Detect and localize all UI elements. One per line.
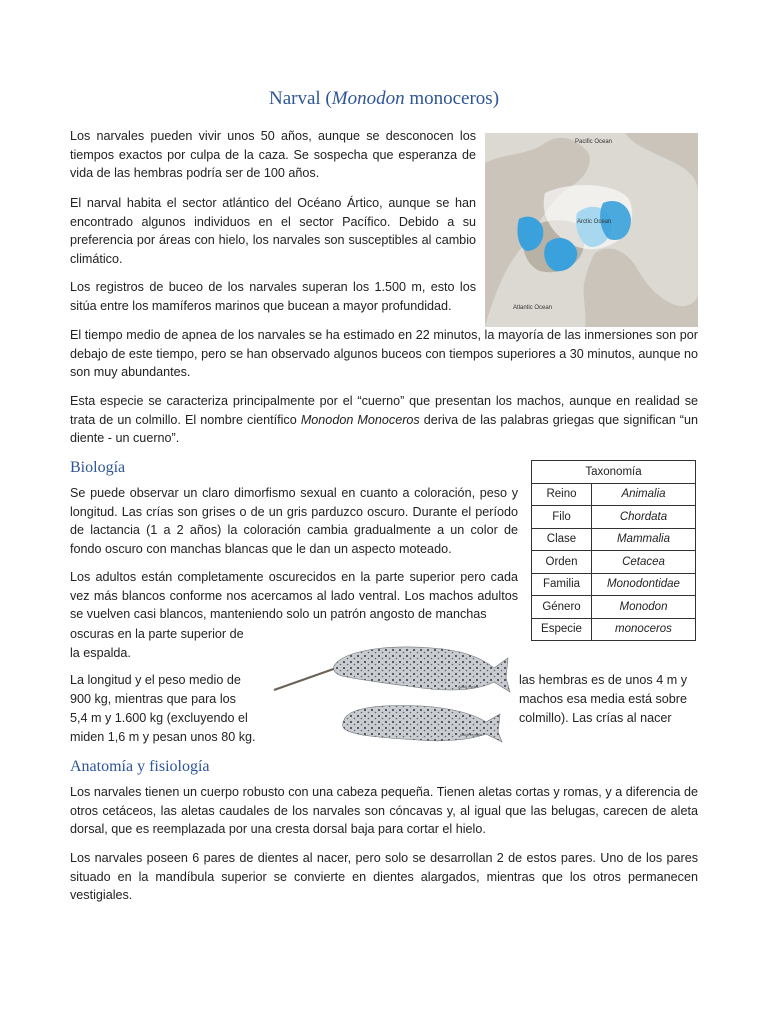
taxonomy-row [532,551,696,574]
taxonomy-value: monoceros [592,618,696,641]
taxonomy-value: Cetacea [592,551,696,574]
intro-paragraph-4: El tiempo medio de apnea de los narvales se ha estimado en 22 minutos, la mayoría de las inmersiones son por debajo de este tiempo, pero se han observado algunos buceos con tiempos superiores a 30 minutos, aunque no son muy abundantes. [70,328,698,379]
taxonomy-header-row [532,461,696,484]
narwhal-tusk [274,666,342,690]
intro-paragraph-2: El narval habita el sector atlántico del Océano Ártico, aunque se han encontrado algunos individuos en el sector Pacífico. Debido a su preferencia por áreas con hielo, los narvales son susceptibles al cambio climático. [70,196,476,266]
taxonomy-rank: Familia [532,573,592,596]
taxonomy-row [532,573,696,596]
taxonomy-value: Mammalia [592,528,696,551]
taxonomy-rank: Orden [532,551,592,574]
biologia-paragraph-2-end-1: oscuras en la parte superior de [70,627,244,641]
taxonomy-rank: Género [532,596,592,619]
taxonomy-table [531,460,696,641]
cuerno-paragraph: Esta especie se caracteriza principalmente por el “cuerno” que presentan los machos, aunque en realidad se trata de un colmillo. El nombre científico Monodon Monoceros deriva de las palabras griegas que significan “un diente - un cuerno”. [70,394,699,445]
map-label-atlantic: Atlantic Ocean [513,305,553,311]
narwhal-female-label: Adult female [460,732,483,737]
biologia-paragraph-1: Se puede observar un claro dimorfismo sexual en cuanto a coloración, peso y longitud. Las crías son grises o de un gris parduzco oscuro. Durante el período de lactancia (1 a 2 años) la coloración cambia gradualmente a un color de fondo oscuro con manchas blancas que le dan un aspecto moteado. [70,486,518,556]
length-left-line-1: La longitud y el peso medio de [70,673,241,687]
page-title: Narval (Monodon monoceros) [268,88,500,109]
taxonomy-row [532,618,696,641]
taxonomy-rank: Filo [532,506,592,529]
length-right-line-1: las hembras es de unos 4 m y [519,673,687,687]
length-left-line-2: 900 kg, mientras que para los [70,692,236,706]
distribution-map [485,133,698,327]
taxonomy-row [532,506,696,529]
taxonomy-header: Taxonomía [532,461,696,484]
intro-paragraph-3: Los registros de buceo de los narvales superan los 1.500 m, esto los sitúa entre los mamíferos marinos que bucean a mayor profundidad. [70,280,476,313]
taxonomy-row [532,528,696,551]
taxonomy-rank: Reino [532,483,592,506]
length-left-line-4: miden 1,6 m y pesan unos 80 kg. [70,730,256,744]
taxonomy-value: Animalia [592,483,696,506]
anatomia-paragraph-2: Los narvales poseen 6 pares de dientes al nacer, pero solo se desarrollan 2 de estos pares. Uno de los pares situado en la mandíbula superior se convierte en dientes alargados, mientras que los otros permanecen vestigiales. [70,851,698,902]
anatomia-paragraph-1: Los narvales tienen un cuerpo robusto con una cabeza pequeña. Tienen aletas cortas y romas, y a diferencia de otros cetáceos, las aletas caudales de los narvales son cóncavas y, al igual que las belugas, carecen de aleta dorsal, que es reemplazada por una cresta dorsal baja para cortar el hielo. [70,785,698,836]
taxonomy-rank: Clase [532,528,592,551]
length-right-line-2: machos esa media está sobre [519,692,688,706]
length-right-line-3: colmillo). Las crías al nacer [519,711,672,725]
taxonomy-row [532,596,696,619]
map-label-arctic: Arctic Ocean [577,219,612,225]
narwhal-illustration [272,636,512,744]
intro-paragraph-1: Los narvales pueden vivir unos 50 años, aunque se desconocen los tiempos exactos por culpa de la caza. Se sospecha que esperanza de vida de las hembras podría ser de 100 años. [70,129,476,180]
taxonomy-value: Monodon [592,596,696,619]
title-genus: Monodon [331,88,405,109]
narwhal-male-label: Adult male [458,684,477,689]
taxonomy-value: Monodontidae [592,573,696,596]
taxonomy-row [532,483,696,506]
biologia-paragraph-2: Los adultos están completamente oscurecidos en la parte superior pero cada vez más blancos conforme nos acercamos al lado ventral. Los machos adultos se vuelven casi blancos, manteniendo solo un patrón angosto de manchas [70,570,518,621]
map-label-pacific: Pacific Ocean [575,139,613,145]
taxonomy-rank: Especie [532,618,592,641]
length-left-line-3: 5,4 m y 1.600 kg (excluyendo el [70,711,248,725]
biologia-heading: Biología [70,459,126,476]
taxonomy-value: Chordata [592,506,696,529]
biologia-paragraph-2-end-2: la espalda. [70,646,131,660]
narwhal-male-body [333,647,510,692]
anatomia-heading: Anatomía y fisiología [70,758,210,775]
